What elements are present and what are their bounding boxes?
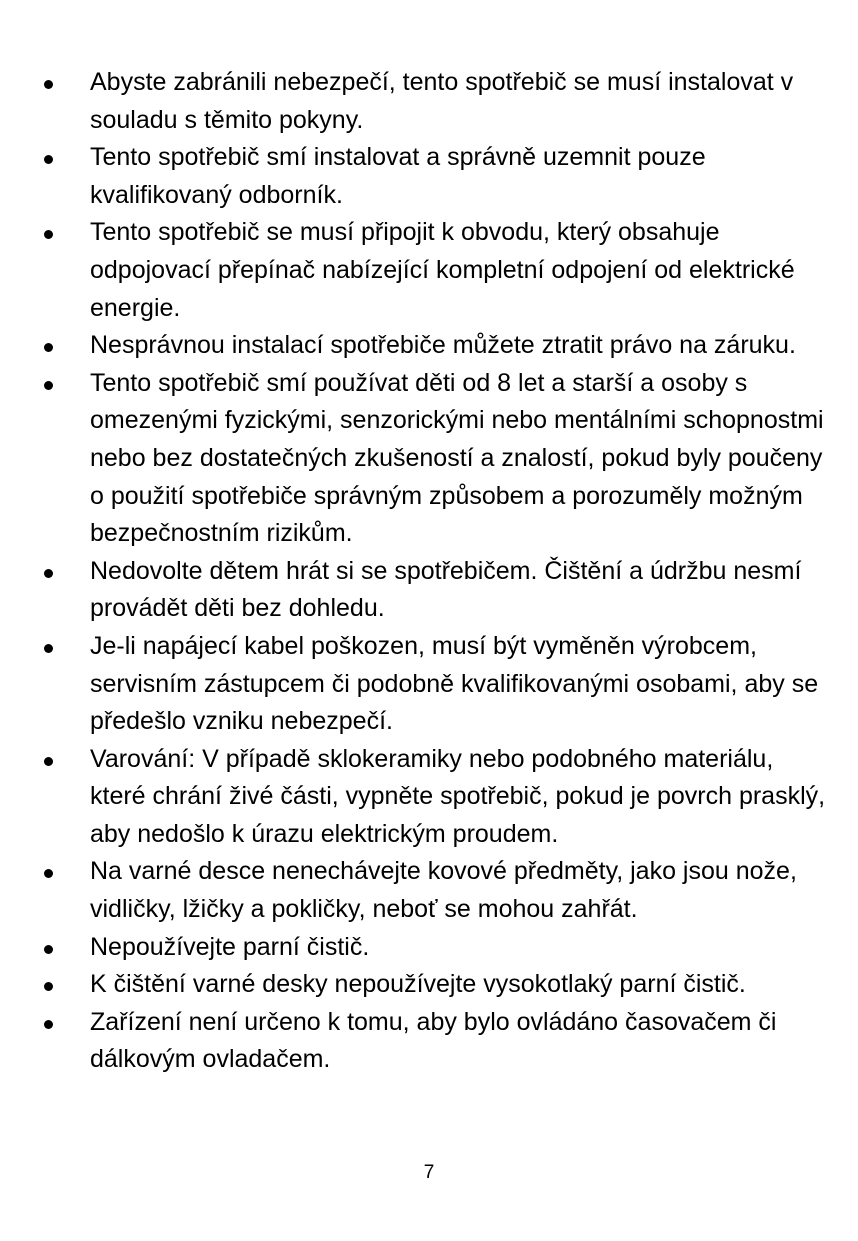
list-item [44, 365, 834, 553]
list-item-text: Na varné desce nenechávejte kovové předměty, jako jsou nože, vidličky, lžičky a pokličky, neboť se mohou zahřát. [90, 857, 797, 924]
list-item [44, 214, 834, 327]
bullet-icon [44, 644, 53, 653]
bullet-icon [44, 945, 53, 954]
list-item-text: Tento spotřebič smí používat děti od 8 let a starší a osoby s omezenými fyzickými, senzorickými nebo mentálními schopnostmi nebo bez dostatečných zkušeností a znalostí, pokud byly poučeny o použití spotřebiče správným způsobem a porozuměly možným bezpečnostním rizikům. [90, 368, 824, 548]
bullet-icon [44, 155, 53, 164]
list-item [44, 327, 834, 365]
list-item-text: Nepoužívejte parní čistič. [90, 932, 370, 961]
list-item-text: Varování: V případě sklokeramiky nebo podobného materiálu, které chrání živé části, vypněte spotřebič, pokud je povrch prasklý, aby nedošlo k úrazu elektrickým proudem. [90, 744, 826, 848]
list-item [44, 929, 834, 967]
list-item-text: Abyste zabránili nebezpečí, tento spotřebič se musí instalovat v souladu s těmito pokyny. [90, 68, 794, 134]
bullet-icon [44, 381, 53, 390]
list-item-text: Nedovolte dětem hrát si se spotřebičem. Čištění a údržbu nesmí provádět děti bez dohledu. [90, 556, 802, 623]
list-item-text: Je-li napájecí kabel poškozen, musí být vyměněn výrobcem, servisním zástupcem či podobně kvalifikovanými osobami, aby se předešlo vzniku nebezpečí. [90, 631, 819, 736]
bullet-icon [44, 230, 53, 239]
bullet-icon [44, 80, 53, 89]
list-item-text: Nesprávnou instalací spotřebiče můžete ztratit právo na záruku. [90, 331, 796, 360]
bullet-icon [44, 757, 53, 766]
list-item [44, 966, 834, 1004]
list-item [44, 853, 834, 928]
bullet-icon [44, 569, 53, 578]
list-item [44, 64, 834, 139]
safety-instructions-list [44, 64, 834, 1079]
list-item-text: Zařízení není určeno k tomu, aby bylo ovládáno časovačem či dálkovým ovladačem. [90, 1007, 777, 1074]
list-item-text: K čištění varné desky nepoužívejte vysokotlaký parní čistič. [90, 970, 746, 999]
bullet-icon [44, 343, 53, 352]
list-item [44, 741, 834, 854]
list-item-text: Tento spotřebič smí instalovat a správně uzemnit pouze kvalifikovaný odborník. [90, 143, 706, 209]
list-item [44, 553, 834, 628]
list-item [44, 139, 834, 214]
bullet-icon [44, 869, 53, 878]
page-number: 7 [423, 1162, 435, 1183]
list-item [44, 628, 834, 741]
bullet-icon [44, 982, 53, 991]
bullet-icon [44, 1020, 53, 1029]
list-item-text: Tento spotřebič se musí připojit k obvodu, který obsahuje odpojovací přepínač nabízející kompletní odpojení od elektrické energie. [90, 218, 795, 322]
list-item [44, 1004, 834, 1079]
